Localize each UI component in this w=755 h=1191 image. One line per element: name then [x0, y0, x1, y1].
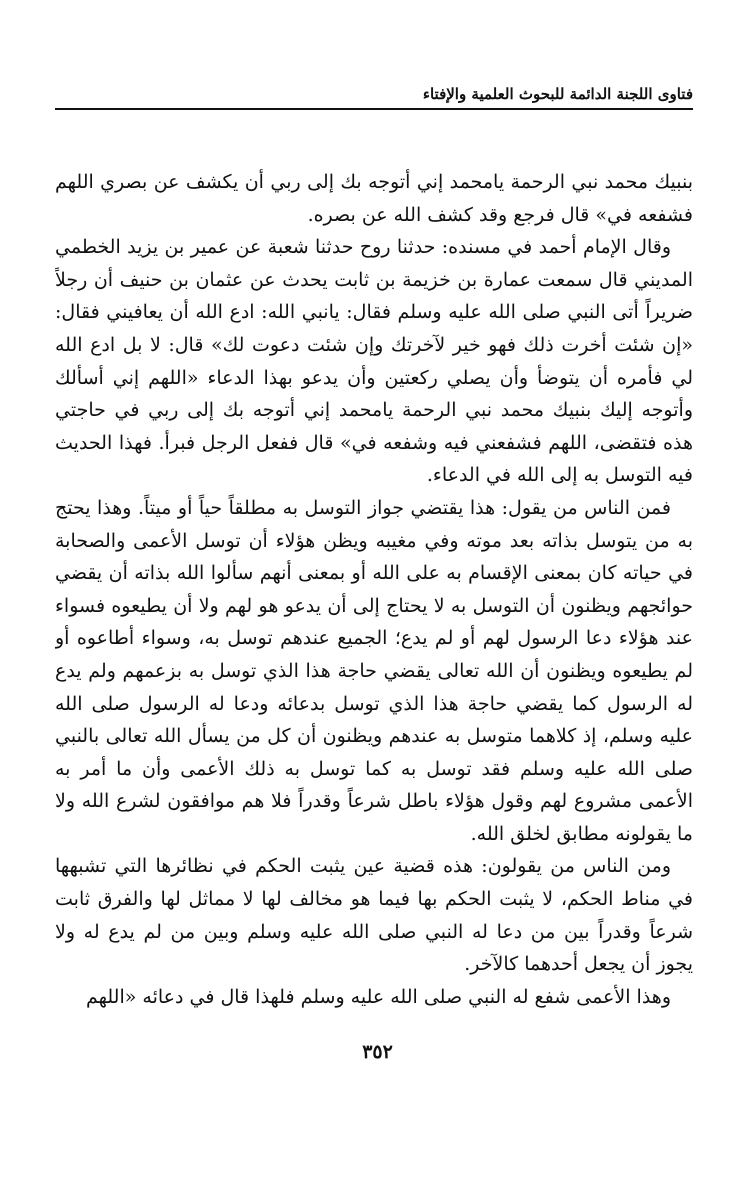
paragraph-4: ومن الناس من يقولون: هذه قضية عين يثبت الحكم في نظائرها التي تشبهها في مناط الحكم، لا يثبت الحكم بها فيما هو مخالف لها لا مماثل لها والفرق ثابت شرعاً وقدراً بين من دعا له النبي صلى الله عليه وسلم وبين من لم يدع له ولا يجوز أن يجعل أحدهما كالآخر. [55, 855, 693, 976]
page-number: ٣٥٢ [362, 1041, 393, 1063]
body-text [55, 166, 693, 1036]
paragraph-5: وهذا الأعمى شفع له النبي صلى الله عليه وسلم فلهذا قال في دعائه «اللهم [85, 985, 671, 1008]
running-title: فتاوى اللجنة الدائمة للبحوث العلمية والإفتاء [417, 82, 693, 106]
paragraph-3: فمن الناس من يقول: هذا يقتضي جواز التوسل به مطلقاً حياً أو ميتاً. وهذا يحتج به من يتوسل بذاته بعد موته وفي مغيبه ويظن هؤلاء أن توسل الأعمى والصحابة في حياته كان بمعنى الإقسام به على الله أو بمعنى أنهم سألوا الله بذاته أن يقضي حوائجهم ويظنون أن التوسل به لا يحتاج إلى أن يدعو هو لهم ولا أن يطيعوه فسواء عند هؤلاء دعا الرسول لهم أو لم يدع؛ الجميع عندهم توسل به، وسواء أطاعوه أو لم يطيعوه ويظنون أن الله تعالى يقضي حاجة هذا الذي توسل به بزعمهم ولم يدع له الرسول كما يقضي حاجة هذا الذي توسل بدعائه ودعا له الرسول صلى الله عليه وسلم، إذ كلاهما متوسل به عندهم ويظنون أن كل من يسأل الله تعالى بالنبي صلى الله عليه وسلم فقد توسل به كما توسل به ذلك الأعمى وأن ما أمر به الأعمى مشروع لهم وقول هؤلاء باطل شرعاً وقدراً فلا هم موافقون لشرع الله ولا ما يقولونه مطابق لخلق الله. [55, 496, 693, 845]
running-header [55, 82, 693, 110]
paragraph-1: بنبيك محمد نبي الرحمة يامحمد إني أتوجه بك إلى ربي أن يكشف عن بصري اللهم فشفعه في» قال فرجع وقد كشف الله عن بصره. [55, 171, 693, 226]
paragraph-2: وقال الإمام أحمد في مسنده: حدثنا روح حدثنا شعبة عن عمير بن يزيد الخطمي المديني قال سمعت عمارة بن خزيمة بن ثابت يحدث عن عثمان بن حنيف أن رجلاً ضريراً أتى النبي صلى الله عليه وسلم فقال: يانبي الله: ادع الله أن يعافيني فقال: «إن شئت أخرت ذلك فهو خير لآخرتك وإن شئت دعوت لك» قال: لا بل ادع الله لي فأمره أن يتوضأ وأن يصلي ركعتين وأن يدعو بهذا الدعاء «اللهم إني أسألك وأتوجه إليك بنبيك محمد نبي الرحمة يامحمد إني أتوجه بك إلى ربي في حاجتي هذه فتقضى، اللهم فشفعني فيه وشفعه في» قال ففعل الرجل فبرأ. فهذا الحديث فيه التوسل به إلى الله في الدعاء. [55, 236, 693, 487]
